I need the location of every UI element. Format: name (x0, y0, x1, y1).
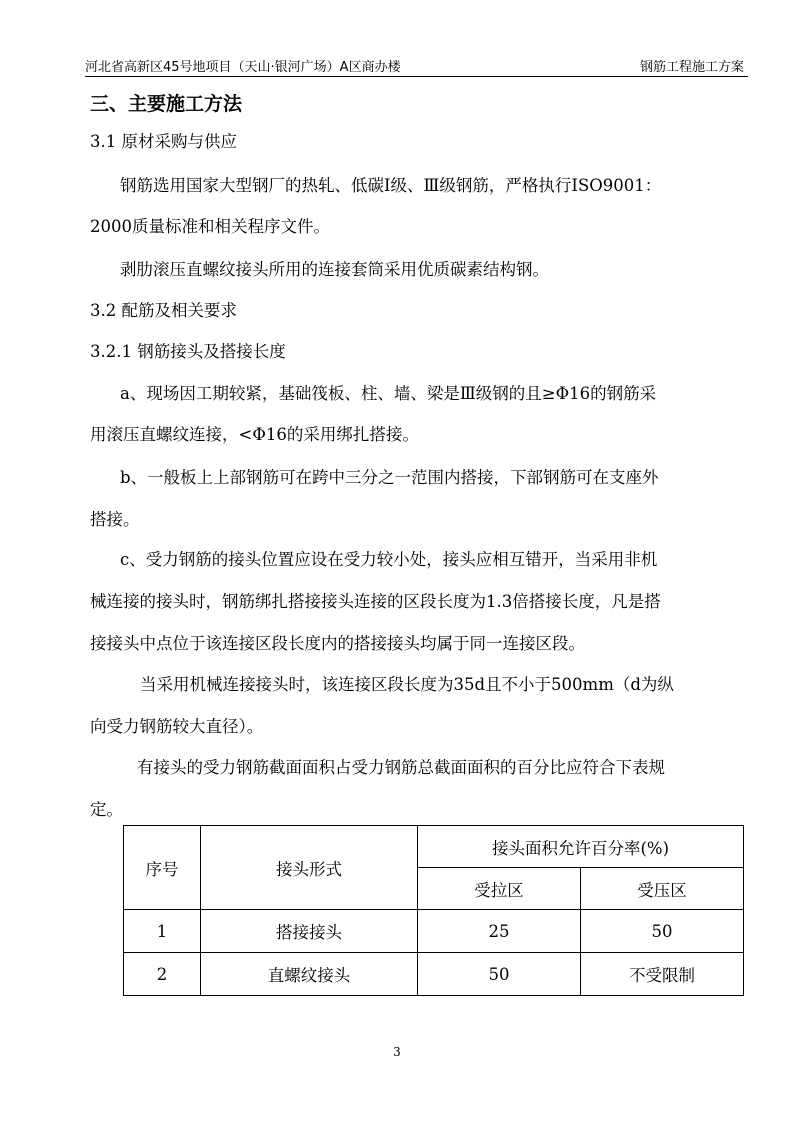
header-doc-title: 钢筋工程施工方案 (639, 60, 744, 75)
header-project: 河北省高新区45号地项目（天山·银河广场）A区商办楼 (85, 60, 401, 75)
table-row (124, 953, 744, 996)
th-no: 序号 (124, 826, 201, 910)
table-row (124, 910, 744, 953)
para-sleeve: 剥肋滚压直螺纹接头所用的连接套筒采用优质碳素结构钢。 (120, 260, 549, 279)
para-steel-source-2: 2000质量标准和相关程序文件。 (90, 217, 330, 236)
splice-percentage-table (123, 825, 744, 996)
para-e-1: 有接头的受力钢筋截面面积占受力钢筋总截面面积的百分比应符合下表规 (137, 758, 665, 777)
para-c-1: c、受力钢筋的接头位置应设在受力较小处，接头应相互错开，当采用非机 (120, 550, 658, 569)
para-d-2: 向受力钢筋较大直径）。 (90, 717, 264, 736)
th-compression-zone: 受压区 (581, 868, 744, 910)
para-b-2: 搭接。 (90, 510, 140, 529)
para-a-1: a、现场因工期较紧，基础筏板、柱、墙、梁是Ⅲ级钢的且≥Φ16的钢筋采 (120, 384, 657, 403)
para-b-1: b、一般板上上部钢筋可在跨中三分之一范围内搭接，下部钢筋可在支座外 (120, 468, 659, 487)
para-d-1: 当采用机械连接接头时，该连接区段长度为35d且不小于500mm（d为纵 (140, 675, 674, 694)
para-c-2: 械连接的接头时，钢筋绑扎搭接接头连接的区段长度为1.3倍搭接长度，凡是搭 (90, 592, 661, 611)
page-number: 3 (393, 1045, 401, 1059)
th-tension-zone: 受拉区 (418, 868, 581, 910)
para-c-3: 接接头中点位于该连接区段长度内的搭接接头均属于同一连接区段。 (90, 634, 585, 653)
para-e-2: 定。 (90, 800, 123, 819)
th-joint-type: 接头形式 (201, 826, 418, 910)
para-a-2: 用滚压直螺纹连接，<Φ16的采用绑扎搭接。 (90, 425, 419, 444)
cell-tension: 25 (418, 910, 581, 953)
cell-compress: 50 (581, 910, 744, 953)
heading-3-2-1: 3.2.1 钢筋接头及搭接长度 (90, 342, 286, 361)
heading-3-2: 3.2 配筋及相关要求 (90, 301, 237, 320)
section-title: 三、主要施工方法 (90, 93, 243, 115)
cell-tension: 50 (418, 953, 581, 996)
page-header (85, 56, 748, 77)
cell-no: 2 (124, 953, 201, 996)
para-steel-source-1: 钢筋选用国家大型钢厂的热轧、低碳Ⅰ级、Ⅲ级钢筋，严格执行ISO9001： (120, 176, 662, 195)
th-allowed-pct: 接头面积允许百分率(%) (418, 826, 744, 868)
cell-compress: 不受限制 (581, 953, 744, 996)
heading-3-1: 3.1 原材采购与供应 (90, 132, 237, 151)
cell-type: 直螺纹接头 (201, 953, 418, 996)
cell-no: 1 (124, 910, 201, 953)
cell-type: 搭接接头 (201, 910, 418, 953)
